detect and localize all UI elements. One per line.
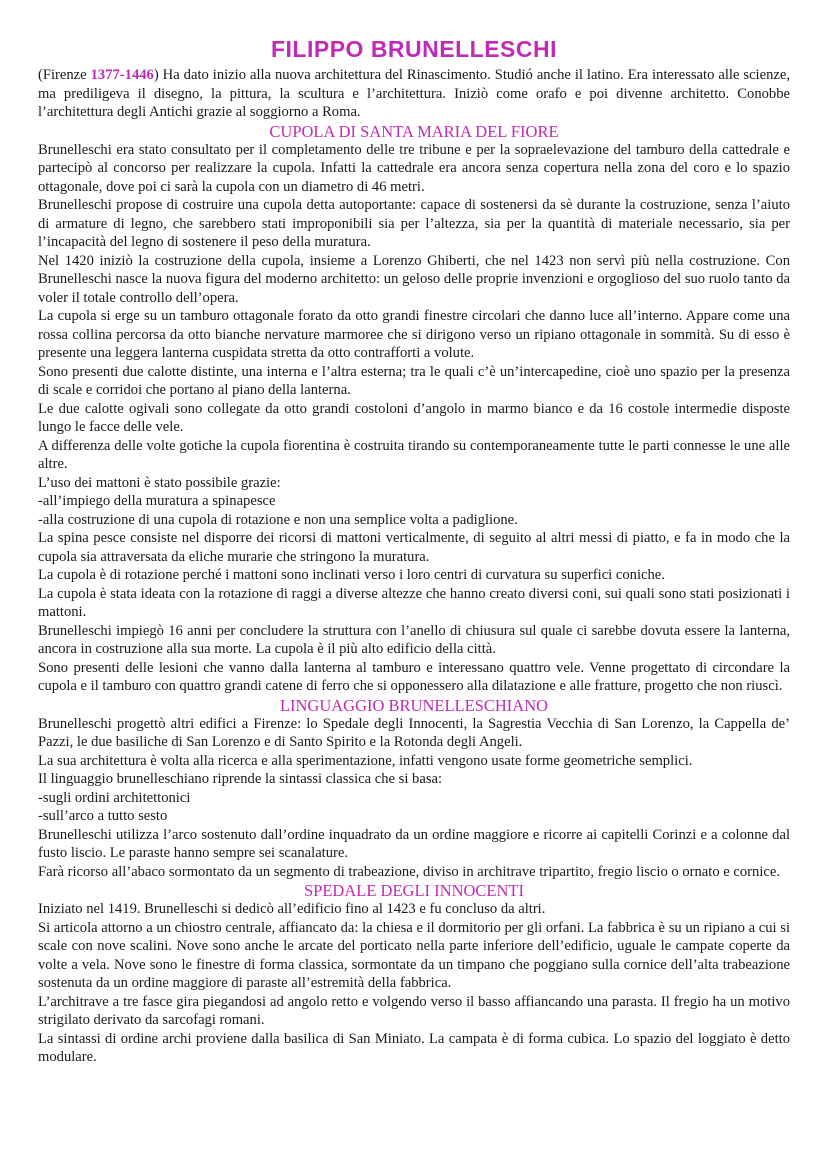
list-item: -sugli ordini architettonici — [38, 789, 191, 806]
list-item: -sull’arco a tutto sesto — [38, 808, 168, 824]
paragraph: Sono presenti delle lesioni che vanno dalla lanterna al tamburo e interessano quattro vele. Venne progettato di circondare la cupola e il tamburo con quattro grandi catene di ferro che si opponessero alla dilatazione e alle fratture, progetto che non riuscì. — [38, 659, 790, 694]
paragraph: A differenza delle volte gotiche la cupola fiorentina è costruita tirando su contemporaneamente tutte le parti connesse le une alle altre. — [38, 437, 790, 472]
paragraph: Brunelleschi era stato consultato per il completamento delle tre tribune e per la sopraelevazione del tamburo della cattedrale e partecipò al concorso per realizzare la cupola. Infatti la cattedrale era ancora senza copertura nella zona del coro e lo spazio ottagonale, dove poi ci sarà la cupola con un diametro di 46 metri. — [38, 141, 790, 195]
list-item: -alla costruzione di una cupola di rotazione e non una semplice volta a padiglione. — [38, 511, 518, 528]
paragraph: Nel 1420 iniziò la costruzione della cupola, insieme a Lorenzo Ghiberti, che nel 1423 non servì più nella costruzione. Con Brunelleschi nasce la nuova figura del moderno architetto: un geloso delle proprie invenzioni e orgoglioso del suo ruolo tanto da voler il totale controllo dell’opera. — [38, 252, 790, 306]
paragraph: Si articola attorno a un chiostro centrale, affiancato da: la chiesa e il dormitorio per gli orfani. La fabbrica è su un ripiano a cui si scale con nove scalini. Nove sono anche le arcate del porticato nella parte inferiore dell’edificio, uguale le campate coperte da volte a vela. Nove sono le finestre di forma classica, sormontate da un timpano che poggiano sulla cornice dell’alta trabeazione sostenuta da un ordine maggiore di paraste all’estremità della fabbrica. — [38, 919, 790, 991]
list-item: -all’impiego della muratura a spinapesce — [38, 493, 276, 509]
intro-years: 1377-1446 — [90, 67, 154, 83]
paragraph: L’architrave a tre fasce gira piegandosi ad angolo retto e volgendo verso il basso affiancando una parasta. Il fregio ha un motivo strigilato derivato da sarcofagi romani. — [38, 993, 790, 1028]
paragraph: La spina pesce consiste nel disporre dei ricorsi di mattoni verticalmente, di seguito al altri messi di piatto, e fa in modo che la cupola sia attraversata da eliche murarie che stringono la muratura. — [38, 530, 790, 565]
paragraph: Sono presenti due calotte distinte, una interna e l’altra esterna; tra le quali c’è un’intercapedine, cioè uno spazio per la presenza di scale e corridoi che portano al piano della lanterna. — [38, 363, 790, 398]
section-heading-spedale: SPEDALE DEGLI INNOCENTI — [304, 881, 524, 900]
document-page — [38, 34, 790, 1067]
paragraph: Brunelleschi impiegò 16 anni per concludere la struttura con l’anello di chiusura sul quale ci sarebbe dovuta essere la lanterna, ancora in costruzione alla sua morte. La cupola è il più alto edificio della città. — [38, 622, 790, 657]
paragraph: Il linguaggio brunelleschiano riprende la sintassi classica che si basa: — [38, 771, 443, 787]
paragraph: Le due calotte ogivali sono collegate da otto grandi costoloni d’angolo in marmo bianco e da 16 costole intermedie disposte lungo le facce delle vele. — [38, 400, 790, 435]
paragraph: L’uso dei mattoni è stato possibile grazie: — [38, 474, 281, 491]
page-title: FILIPPO BRUNELLESCHI — [270, 36, 557, 62]
paragraph: Brunelleschi utilizza l’arco sostenuto dall’ordine inquadrato da un ordine maggiore e ricorre ai capitelli Corinzi e a colonne dal fusto liscio. Le paraste hanno sempre sei scanalature. — [38, 826, 790, 861]
paragraph: Iniziato nel 1419. Brunelleschi si dedicò all’edificio fino al 1423 e fu concluso da altri. — [38, 901, 546, 917]
paragraph: La sua architettura è volta alla ricerca e alla sperimentazione, infatti vengono usate forme geometriche semplici. — [38, 752, 693, 769]
paragraph: La cupola si erge su un tamburo ottagonale forato da otto grandi finestre circolari che danno luce all’interno. Appare come una rossa collina percorsa da otto bianche nervature marmoree che si dirigono verso un ripiano ottagonale in sommità. Su di esso è presente una leggera lanterna cuspidata stretta da otto contrafforti a volute. — [38, 308, 790, 361]
paragraph: Brunelleschi propose di costruire una cupola detta autoportante: capace di sostenersi da sè durante la costruzione, senza l’aiuto di armature di legno, che sarebbero stati improponibili sia per l’altezza, sia per la quantità di materiale necessario, sia per l’incapacità del legno di sostenere il peso della muratura. — [38, 197, 790, 250]
paragraph: La cupola è stata ideata con la rotazione di raggi a diverse altezze che hanno creato diversi coni, sui quali sono stati posizionati i mattoni. — [38, 585, 790, 620]
paragraph: Brunelleschi progettò altri edifici a Firenze: lo Spedale degli Innocenti, la Sagrestia Vecchia di San Lorenzo, la Cappella de’ Pazzi, le due basiliche di San Lorenzo e di Santo Spirito e la Rotonda degli Angeli. — [38, 715, 790, 750]
section-heading-cupola: CUPOLA DI SANTA MARIA DEL FIORE — [269, 121, 559, 141]
intro-prefix: (Firenze — [38, 67, 91, 83]
paragraph: Farà ricorso all’abaco sormontato da un segmento di trabeazione, diviso in architrave tripartito, fregio liscio o ornato e cornice. — [38, 863, 780, 880]
section-heading-linguaggio: LINGUAGGIO BRUNELLESCHIANO — [279, 695, 549, 715]
intro-paragraph — [38, 66, 790, 122]
paragraph: La sintassi di ordine archi proviene dalla basilica di San Miniato. La campata è di forma cubica. Lo spazio del loggiato è detto modulare. — [38, 1030, 790, 1065]
paragraph: La cupola è di rotazione perché i mattoni sono inclinati verso i loro centri di curvatura su superfici coniche. — [38, 567, 665, 583]
intro-text: ) Ha dato inizio alla nuova architettura del Rinascimento. Studió anche il latino. Era interessato alle scienze, ma prediligeva il disegno, la pittura, la scultura e l’architettura. Iniziò come orafo e poi divenne architetto. Conobbe l’architettura degli Antichi grazie al soggiorno a Roma. — [38, 67, 790, 120]
